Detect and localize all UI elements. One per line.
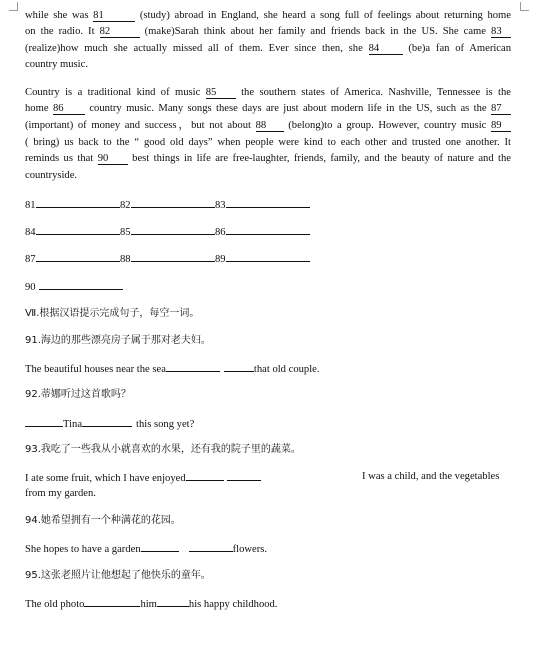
passage-text: country music. Many songs these days are just about modern life in the US, such as the [89, 103, 487, 114]
blank-86: 86 [53, 103, 85, 115]
answer-blank[interactable] [82, 416, 132, 427]
answer-blank[interactable] [226, 251, 310, 262]
answer-number: 86 [215, 227, 226, 238]
answer-blank[interactable] [36, 224, 120, 235]
answer-number: 88 [120, 254, 131, 265]
question-94-english [25, 541, 511, 555]
blank-90: 90 [98, 153, 128, 165]
answer-line-85[interactable] [120, 224, 215, 238]
sentence-text: from my garden. [25, 488, 96, 499]
answer-number: 84 [25, 227, 36, 238]
answer-blank[interactable] [141, 541, 179, 552]
blank-89: 89 [491, 120, 511, 132]
answer-line-88[interactable] [120, 251, 215, 265]
question-94-chinese: 94.她希望拥有一个种满花的花园。 [25, 515, 181, 526]
sentence-text: The old photo [25, 599, 85, 610]
page-corner-mark-left [9, 2, 18, 11]
sentence-text: Tina [63, 419, 83, 430]
passage-line [25, 152, 511, 166]
answer-number: 85 [120, 227, 131, 238]
answer-line-81[interactable] [25, 197, 120, 211]
sentence-text: that old couple. [253, 364, 320, 375]
question-95-chinese: 95.这张老照片让他想起了他快乐的童年。 [25, 570, 211, 581]
passage-text: best things in life are free-laughter, friends, family, and the beauty of nature and the [132, 153, 511, 164]
section-heading: Ⅶ.根据汉语提示完成句子，每空一词。 [25, 308, 200, 319]
passage-line [25, 86, 511, 100]
blank-85: 85 [206, 87, 236, 99]
answer-blank[interactable] [36, 197, 120, 208]
passage-text: (be)a fan of American [408, 43, 512, 54]
blank-87: 87 [491, 103, 511, 115]
answer-blank[interactable] [224, 361, 254, 372]
passage-line [25, 25, 511, 39]
passage-line [25, 58, 511, 72]
sentence-text: I ate some fruit, which I have enjoyed [25, 473, 186, 484]
answer-number: 81 [25, 200, 36, 211]
passage-text: countryside. [25, 170, 78, 181]
passage-text: ( bring) us back to the “ good old days” when people were kind to each other and trusted one another. It [25, 137, 511, 148]
answer-blank[interactable] [189, 541, 233, 552]
sentence-text: his happy childhood. [188, 599, 278, 610]
answer-number: 90 [25, 282, 36, 293]
answer-line-87[interactable] [25, 251, 120, 265]
blank-81: 81 [93, 10, 135, 22]
page-corner-mark-right [520, 2, 529, 11]
blank-83: 83 [491, 26, 511, 38]
blank-88: 88 [256, 120, 284, 132]
passage-text: the southern states of America. Nashville, Tennessee is the [241, 87, 511, 98]
sentence-text: She hopes to have a garden [25, 544, 141, 555]
answer-line-90[interactable] [25, 279, 123, 293]
blank-82: 82 [100, 26, 140, 38]
passage-text: (belong)to a group. However, country music [288, 120, 487, 131]
answer-blank[interactable] [226, 224, 310, 235]
passage-text: country music. [25, 59, 88, 70]
question-92-english [25, 416, 511, 430]
passage-text: on the radio. It [25, 26, 95, 37]
answer-blank[interactable] [226, 197, 310, 208]
blank-84: 84 [369, 43, 403, 55]
answer-blank[interactable] [227, 470, 261, 481]
answer-blank[interactable] [166, 361, 220, 372]
passage-line [25, 169, 511, 183]
answer-blank[interactable] [157, 596, 189, 607]
answer-blank[interactable] [131, 251, 215, 262]
passage-text: home [25, 103, 49, 114]
sentence-text: flowers. [232, 544, 268, 555]
passage-line [25, 42, 511, 56]
answer-blank[interactable] [186, 470, 224, 481]
answer-number: 89 [215, 254, 226, 265]
passage-text: reminds us that [25, 153, 94, 164]
answer-line-86[interactable] [215, 224, 310, 238]
answer-line-83[interactable] [215, 197, 310, 211]
answer-number: 83 [215, 200, 226, 211]
passage-text: Country is a traditional kind of music [25, 87, 201, 98]
passage-line [25, 9, 511, 23]
answer-line-89[interactable] [215, 251, 310, 265]
answer-blank[interactable] [36, 251, 120, 262]
answer-blank[interactable] [39, 279, 123, 290]
passage-text: while she was [25, 10, 89, 21]
question-91-chinese: 91.海边的那些漂亮房子属于那对老夫妇。 [25, 335, 211, 346]
question-92-chinese: 92.蒂娜听过这首歌吗？ [25, 389, 131, 400]
passage-line [25, 102, 511, 116]
answer-blank[interactable] [131, 224, 215, 235]
passage-text: (important) of money and success，but not about [25, 120, 251, 131]
question-91-english [25, 361, 511, 375]
passage-line [25, 119, 511, 133]
passage-text: (make)Sarah think about her family and friends back in the US. She came [144, 26, 486, 37]
sentence-text: this song yet? [136, 419, 195, 430]
answer-line-82[interactable] [120, 197, 215, 211]
answer-blank[interactable] [25, 416, 63, 427]
answer-blank[interactable] [131, 197, 215, 208]
question-95-english [25, 596, 511, 610]
passage-text: (realize)how much she actually missed all of them. Ever since then, she [25, 43, 363, 54]
answer-blank[interactable] [84, 596, 140, 607]
sentence-text: I was a child, and the vegetables [362, 471, 500, 482]
sentence-text: The beautiful houses near the sea [25, 364, 166, 375]
passage-text: (study) abroad in England, she heard a song full of feelings about returning home [139, 10, 511, 21]
answer-number: 82 [120, 200, 131, 211]
answer-number: 87 [25, 254, 36, 265]
passage-line [25, 136, 511, 150]
question-93-chinese: 93.我吃了一些我从小就喜欢的水果，还有我的院子里的蔬菜。 [25, 444, 301, 455]
answer-line-84[interactable] [25, 224, 120, 238]
sentence-text: him [140, 599, 157, 610]
